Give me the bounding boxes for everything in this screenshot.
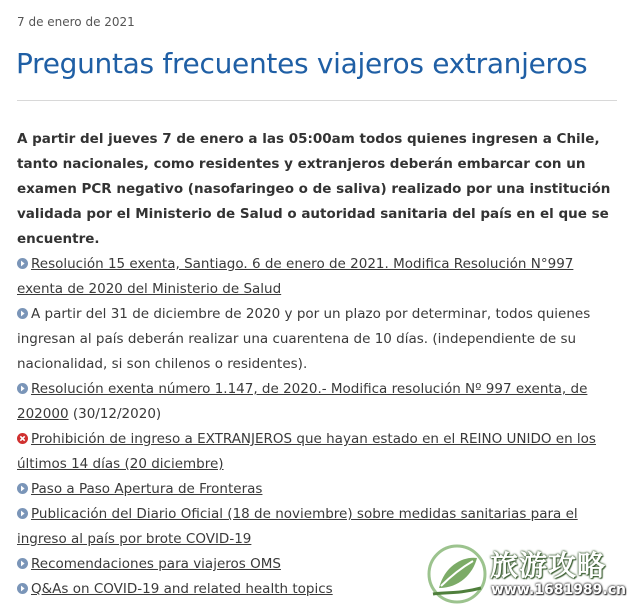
publish-date: 7 de enero de 2021	[17, 15, 135, 29]
watermark-url: www.1681989.cn	[491, 582, 626, 598]
list-item	[17, 252, 622, 302]
title-divider	[17, 100, 617, 101]
arrow-circle-icon	[17, 508, 28, 519]
list-item	[17, 377, 622, 427]
list-item	[17, 477, 622, 502]
item-link[interactable]: Prohibición de ingreso a EXTRANJEROS que hayan estado en el REINO UNIDO en los últimos 14 días (20 diciembre)	[17, 431, 596, 472]
item-link[interactable]: Resolución 15 exenta, Santiago. 6 de enero de 2021. Modifica Resolución N°997 exenta de 2020 del Ministerio de Salud	[17, 256, 574, 297]
item-text: A partir del 31 de diciembre de 2020 y por un plazo por determinar, todos quienes ingresan al país deberán realizar una cuarentena de 10 días. (independiente de su nacionalidad, si son chilenos o residentes).	[17, 306, 591, 372]
site-watermark	[425, 540, 625, 610]
item-link[interactable]: Publicación del Diario Oficial (18 de noviembre) sobre medidas sanitarias para el ingreso al país por brote COVID-19	[17, 506, 578, 547]
item-link[interactable]: Paso a Paso Apertura de Fronteras	[31, 481, 263, 497]
arrow-circle-icon	[17, 483, 28, 494]
watermark-title: 旅游攻略	[490, 549, 607, 582]
arrow-circle-icon	[17, 383, 28, 394]
arrow-circle-icon	[17, 258, 28, 269]
item-link[interactable]: Resolución exenta número 1.147, de 2020.- Modifica resolución Nº 997 exenta, de 202000	[17, 381, 588, 422]
item-note: (30/12/2020)	[68, 406, 162, 422]
arrow-circle-icon	[17, 583, 28, 594]
list-item	[17, 427, 622, 477]
list-item	[17, 302, 622, 377]
arrow-circle-icon	[17, 558, 28, 569]
page-title: Preguntas frecuentes viajeros extranjeros	[16, 47, 588, 80]
arrow-circle-icon	[17, 308, 28, 319]
intro-paragraph: A partir del jueves 7 de enero a las 05:00am todos quienes ingresen a Chile, tanto nacionales, como residentes y extranjeros deberán embarcar con un examen PCR negativo (nasofaringeo o de saliva) realizado por una institución validada por el Ministerio de Salud o autoridad sanitaria del país en el que se encuentre.	[17, 131, 611, 247]
item-link[interactable]: Q&As on COVID-19 and related health topics	[31, 581, 333, 597]
leaf-logo-icon	[425, 542, 489, 606]
item-link[interactable]: Recomendaciones para viajeros OMS	[31, 556, 281, 572]
close-circle-icon	[17, 433, 28, 444]
